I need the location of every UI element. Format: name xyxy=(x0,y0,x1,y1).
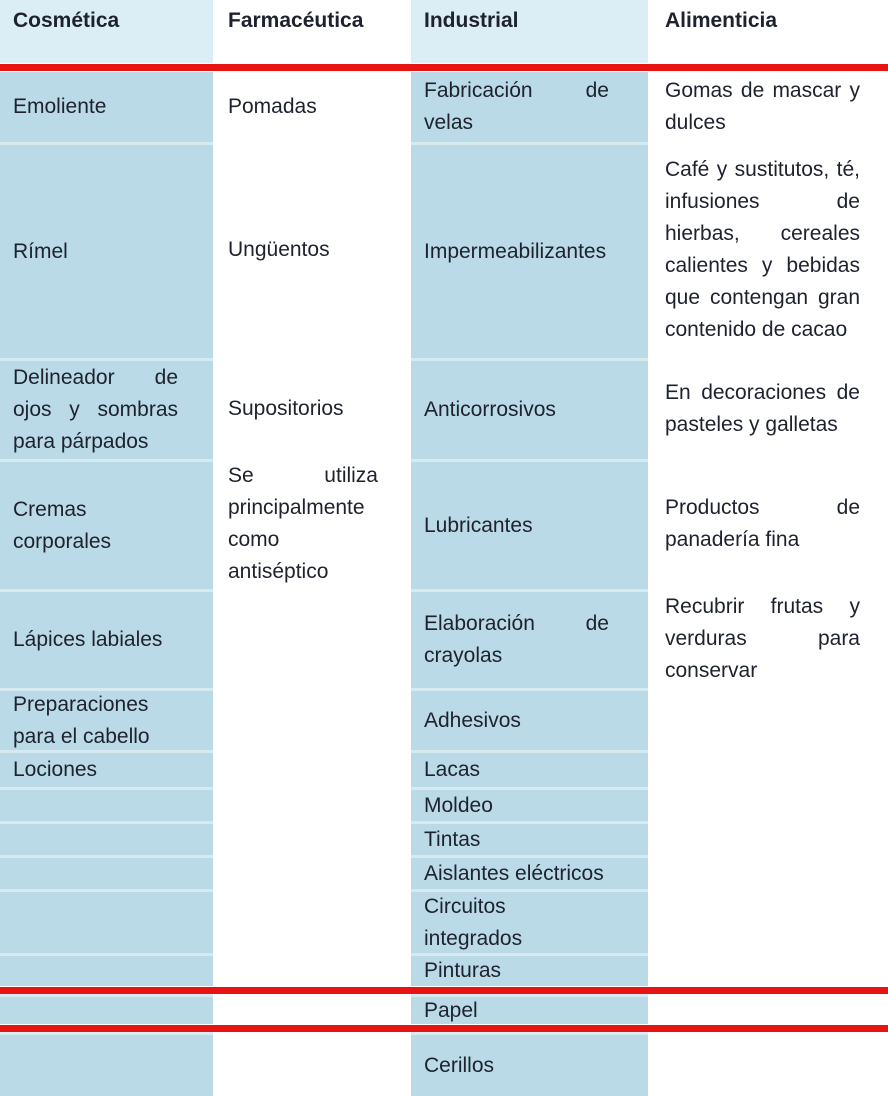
farmaceutica-cell: Supositorios xyxy=(228,396,344,420)
alimenticia-cell xyxy=(650,688,888,750)
alimenticia-cell: Productos de panadería fina xyxy=(665,496,860,551)
cosmetica-cell: Emoliente xyxy=(0,72,213,142)
column-header-alimenticia: Alimenticia xyxy=(665,9,778,32)
cosmetica-cell: Lápices labiales xyxy=(0,589,213,688)
cosmetica-cell: Delineador de ojos y sombras para párpados xyxy=(0,358,213,459)
alimenticia-cell xyxy=(650,855,888,889)
industrial-cell: Lubricantes xyxy=(411,459,648,589)
industrial-cell: Lacas xyxy=(411,750,648,787)
cosmetica-cell xyxy=(0,889,213,953)
farmaceutica-cell: Pomadas xyxy=(228,95,317,118)
farmaceutica-cell xyxy=(228,889,397,953)
cosmetica-cell xyxy=(0,821,213,855)
farmaceutica-cell xyxy=(228,688,397,750)
alimenticia-cell xyxy=(650,821,888,855)
cosmetica-cell xyxy=(0,787,213,821)
cosmetica-cell: Preparaciones para el cabello xyxy=(0,688,213,750)
industrial-cell: Impermeabilizantes xyxy=(411,142,648,358)
alimenticia-cell: En decoraciones de pasteles y galletas xyxy=(665,380,860,436)
industrial-cell: Cerillos xyxy=(411,1032,648,1096)
industrial-cell: Adhesivos xyxy=(411,688,648,750)
farmaceutica-cell xyxy=(228,589,397,688)
industrial-cell: Papel xyxy=(411,994,648,1024)
cosmetica-cell xyxy=(0,855,213,889)
farmaceutica-cell xyxy=(228,855,397,889)
farmaceutica-cell xyxy=(228,994,397,1024)
cosmetica-cell xyxy=(0,994,213,1024)
column-header-cosmetica: Cosmética xyxy=(0,0,213,63)
alimenticia-cell: Gomas de mascar y dulces xyxy=(665,79,860,134)
cosmetica-cell: Cremas corporales xyxy=(0,459,213,589)
alimenticia-cell xyxy=(650,953,888,986)
industrial-cell: Moldeo xyxy=(411,787,648,821)
column-header-industrial: Industrial xyxy=(411,0,648,63)
cosmetica-cell: Rímel xyxy=(0,142,213,358)
farmaceutica-cell: Ungüentos xyxy=(228,238,330,261)
alimenticia-cell: Recubrir frutas y verduras para conservar xyxy=(665,594,860,682)
column-header-farmaceutica: Farmacéutica xyxy=(228,9,364,32)
red-divider-bar xyxy=(0,987,888,994)
alimenticia-cell xyxy=(650,787,888,821)
farmaceutica-cell xyxy=(228,750,397,787)
cosmetica-cell xyxy=(0,1032,213,1096)
farmaceutica-cell xyxy=(228,953,397,986)
industrial-cell: Anticorrosivos xyxy=(411,358,648,459)
alimenticia-cell xyxy=(650,994,888,1024)
alimenticia-cell xyxy=(650,889,888,953)
cosmetica-cell: Lociones xyxy=(0,750,213,787)
industrial-cell: Fabricación de velas xyxy=(411,72,648,142)
industrial-cell: Tintas xyxy=(411,821,648,855)
red-divider-bar xyxy=(0,64,888,71)
industrial-cell: Pinturas xyxy=(411,953,648,986)
red-divider-line xyxy=(0,986,888,994)
industrial-cell: Aislantes eléctricos xyxy=(411,855,648,889)
red-divider-line xyxy=(0,63,888,72)
industrial-cell: Elaboración de crayolas xyxy=(411,589,648,688)
alimenticia-cell xyxy=(650,1032,888,1096)
farmaceutica-cell xyxy=(228,787,397,821)
farmaceutica-cell xyxy=(228,821,397,855)
alimenticia-cell xyxy=(650,750,888,787)
red-divider-line xyxy=(0,1024,888,1032)
farmaceutica-cell xyxy=(228,1032,397,1096)
farmaceutica-cell: Se utiliza principalmente como antiséptico xyxy=(228,464,378,583)
red-divider-bar xyxy=(0,1025,888,1032)
alimenticia-cell: Café y sustitutos, té, infusiones de hierbas, cereales calientes y bebidas que contengan gran contenido de cacao xyxy=(665,158,860,341)
cosmetica-cell xyxy=(0,953,213,986)
industrial-cell: Circuitos integrados xyxy=(411,889,648,953)
